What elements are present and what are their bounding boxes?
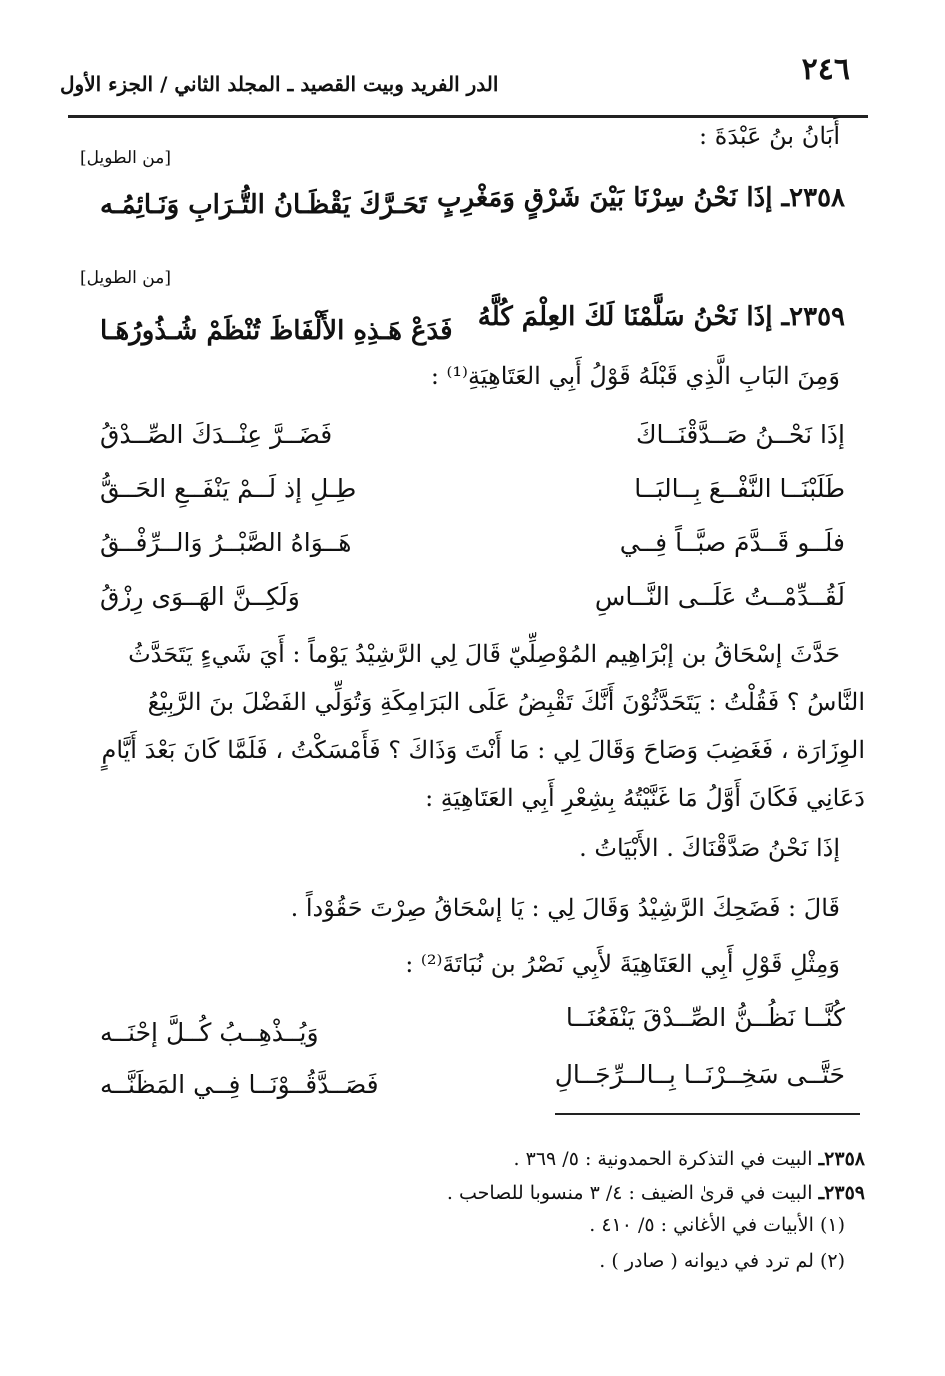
footnote-text: البيت في التذكرة الحمدونية : ٥/ ٣٦٩ . (513, 1148, 813, 1170)
poem-line: فلَــو قَــدَّمَ صبَّــاً فِــي (619, 528, 845, 557)
footnote (447, 1182, 865, 1204)
verse-hemistich-left: تَحَـرَّكَ يَقْظَـانُ التُّـرَابِ وَنَـائِمُـه (100, 190, 427, 220)
poem-line: فَضَــرَّ عِنْــدَكَ الصِّــدْقُ (100, 420, 333, 449)
footnote-divider (555, 1113, 860, 1115)
poem-line: كُنَّــا نَظُــنُّ الصِّــدْقَ يَنْفَعُنَــا (565, 1003, 845, 1032)
footnote-text: البيت في قرىٰ الضيف : ٤/ ٣ منسوبا للصاحب . (446, 1182, 813, 1204)
footnote (589, 1214, 845, 1236)
poem-line: هَــوَاهُ الصَّبْــرُ وَالــرِّفْــقُ (100, 528, 352, 557)
poem-line: لَقُــدِّمْــتُ عَلَــى النَّــاسِ (594, 582, 845, 611)
prose-line: إذَا نَحْنُ صَدَّقْنَاكَ . الأَبْيَاتُ . (579, 834, 840, 862)
verse-hemistich-left: فَدَعْ هَـذِهِ الأَلْفَاظَ تُنْظَمْ شُـذُورُهَـا (100, 316, 453, 346)
running-header-title: الدر الفريد وبيت القصيد ـ المجلد الثاني / الجزء الأول (60, 72, 499, 96)
poem-line: طَلَبْنَــا النَّفْــعَ بِــالبَــا (634, 474, 845, 503)
verse-number: ٢٣٥٩ـ (781, 302, 845, 332)
prose-line: دَعَانِي فَكَانَ أَوَّلُ مَا غَنَّيْتُهُ بِشِعْرِ أَبِي العَتَاهِيَةِ : (425, 784, 865, 812)
footnote-label: ٢٣٥٨ـ (818, 1148, 865, 1170)
poem-line: إذَا نَحْــنُ صَــدَّقْنَــاكَ (635, 420, 845, 449)
poem-line: فَصَــدَّقُــوْنَــا فِــي المَظَنَّــه (100, 1070, 379, 1099)
verse-hemistich-right: إذَا نَحْنُ سَلَّمْنَا لَكَ العِلْمَ كُلَّهُ (477, 302, 773, 332)
footnote-label: (٢) (819, 1250, 845, 1272)
intro-line: وَمِنَ البَابِ الَّذِي قَبْلَهُ قَوْلُ أَبِي العَتَاهِيَةِ⁽¹⁾ : (430, 362, 840, 390)
header-divider (68, 115, 868, 118)
meter-label: [من الطويل] (80, 268, 171, 288)
prose-line: حَدَّثَ إسْحَاقُ بن إبْرَاهِيم المُوْصِلِّيّ قَالَ لِي الرَّشِيْدُ يَوْماً : أَيَ شَيءٍ يَتَحَدَّثُ (128, 640, 840, 668)
poem-line: وَيُــذْهِــبُ كُــلَّ إحْنَــه (100, 1018, 319, 1047)
poem-line: طِـلِ إذ لَــمْ يَنْفَــعِ الحَــقُّ (100, 474, 357, 503)
poet-name: أَبَانُ بنُ عَبْدَةَ : (699, 122, 840, 150)
prose-line: قَالَ : فَضَحِكَ الرَّشِيْدُ وَقَالَ لِي : يَا إسْحَاقُ صِرْتَ حَقُوْداً . (290, 894, 840, 922)
meter-label: [من الطويل] (80, 148, 171, 168)
footnote (514, 1148, 865, 1170)
verse-number: ٢٣٥٨ـ (781, 183, 845, 213)
verse-2358 (437, 183, 845, 213)
verse-2359 (478, 302, 845, 332)
prose-line: وَمِثْلِ قَوْلِ أَبِي العَتَاهِيَةَ لأَبِي نَصْرُ بن نُبَاتَةَ⁽²⁾ : (405, 950, 840, 978)
footnote-text: لم ترد في ديوانه ( صادر ) . (599, 1250, 814, 1272)
footnote (599, 1250, 845, 1272)
prose-line: الوِزَارَة ، فَغَضِبَ وَصَاحَ وَقَالَ لِي : مَا أَنْتَ وَذَاكَ ؟ فَأَمْسَكْتُ ، فَلَمَّا كَانَ بَعْدَ أَيَّامٍ (101, 736, 865, 764)
poem-line: وَلَكِــنَّ الهَــوَى رِزْقُ (100, 582, 300, 611)
footnote-text: الأبيات في الأغاني : ٥/ ٤١٠ . (589, 1214, 814, 1236)
page-number: ٢٤٦ (801, 52, 850, 87)
verse-hemistich-right: إذَا نَحْنُ سِرْنَا بَيْنَ شَرْقٍ وَمَغْرِبٍ (437, 183, 773, 213)
poem-line: حَتَّــى سَخِــرْنَــا بِــالــرِّجَــالِ (554, 1060, 845, 1089)
footnote-label: (١) (819, 1214, 845, 1236)
footnote-label: ٢٣٥٩ـ (818, 1182, 865, 1204)
prose-line: النَّاسُ ؟ فَقُلْتُ : يَتَحَدَّثُوْنَ أَنَّكَ تَقْبِضُ عَلَى البَرَامِكَةِ وَتُوَلِّي الفَضْلَ بنَ الرَّبِيْعُ (147, 688, 865, 716)
